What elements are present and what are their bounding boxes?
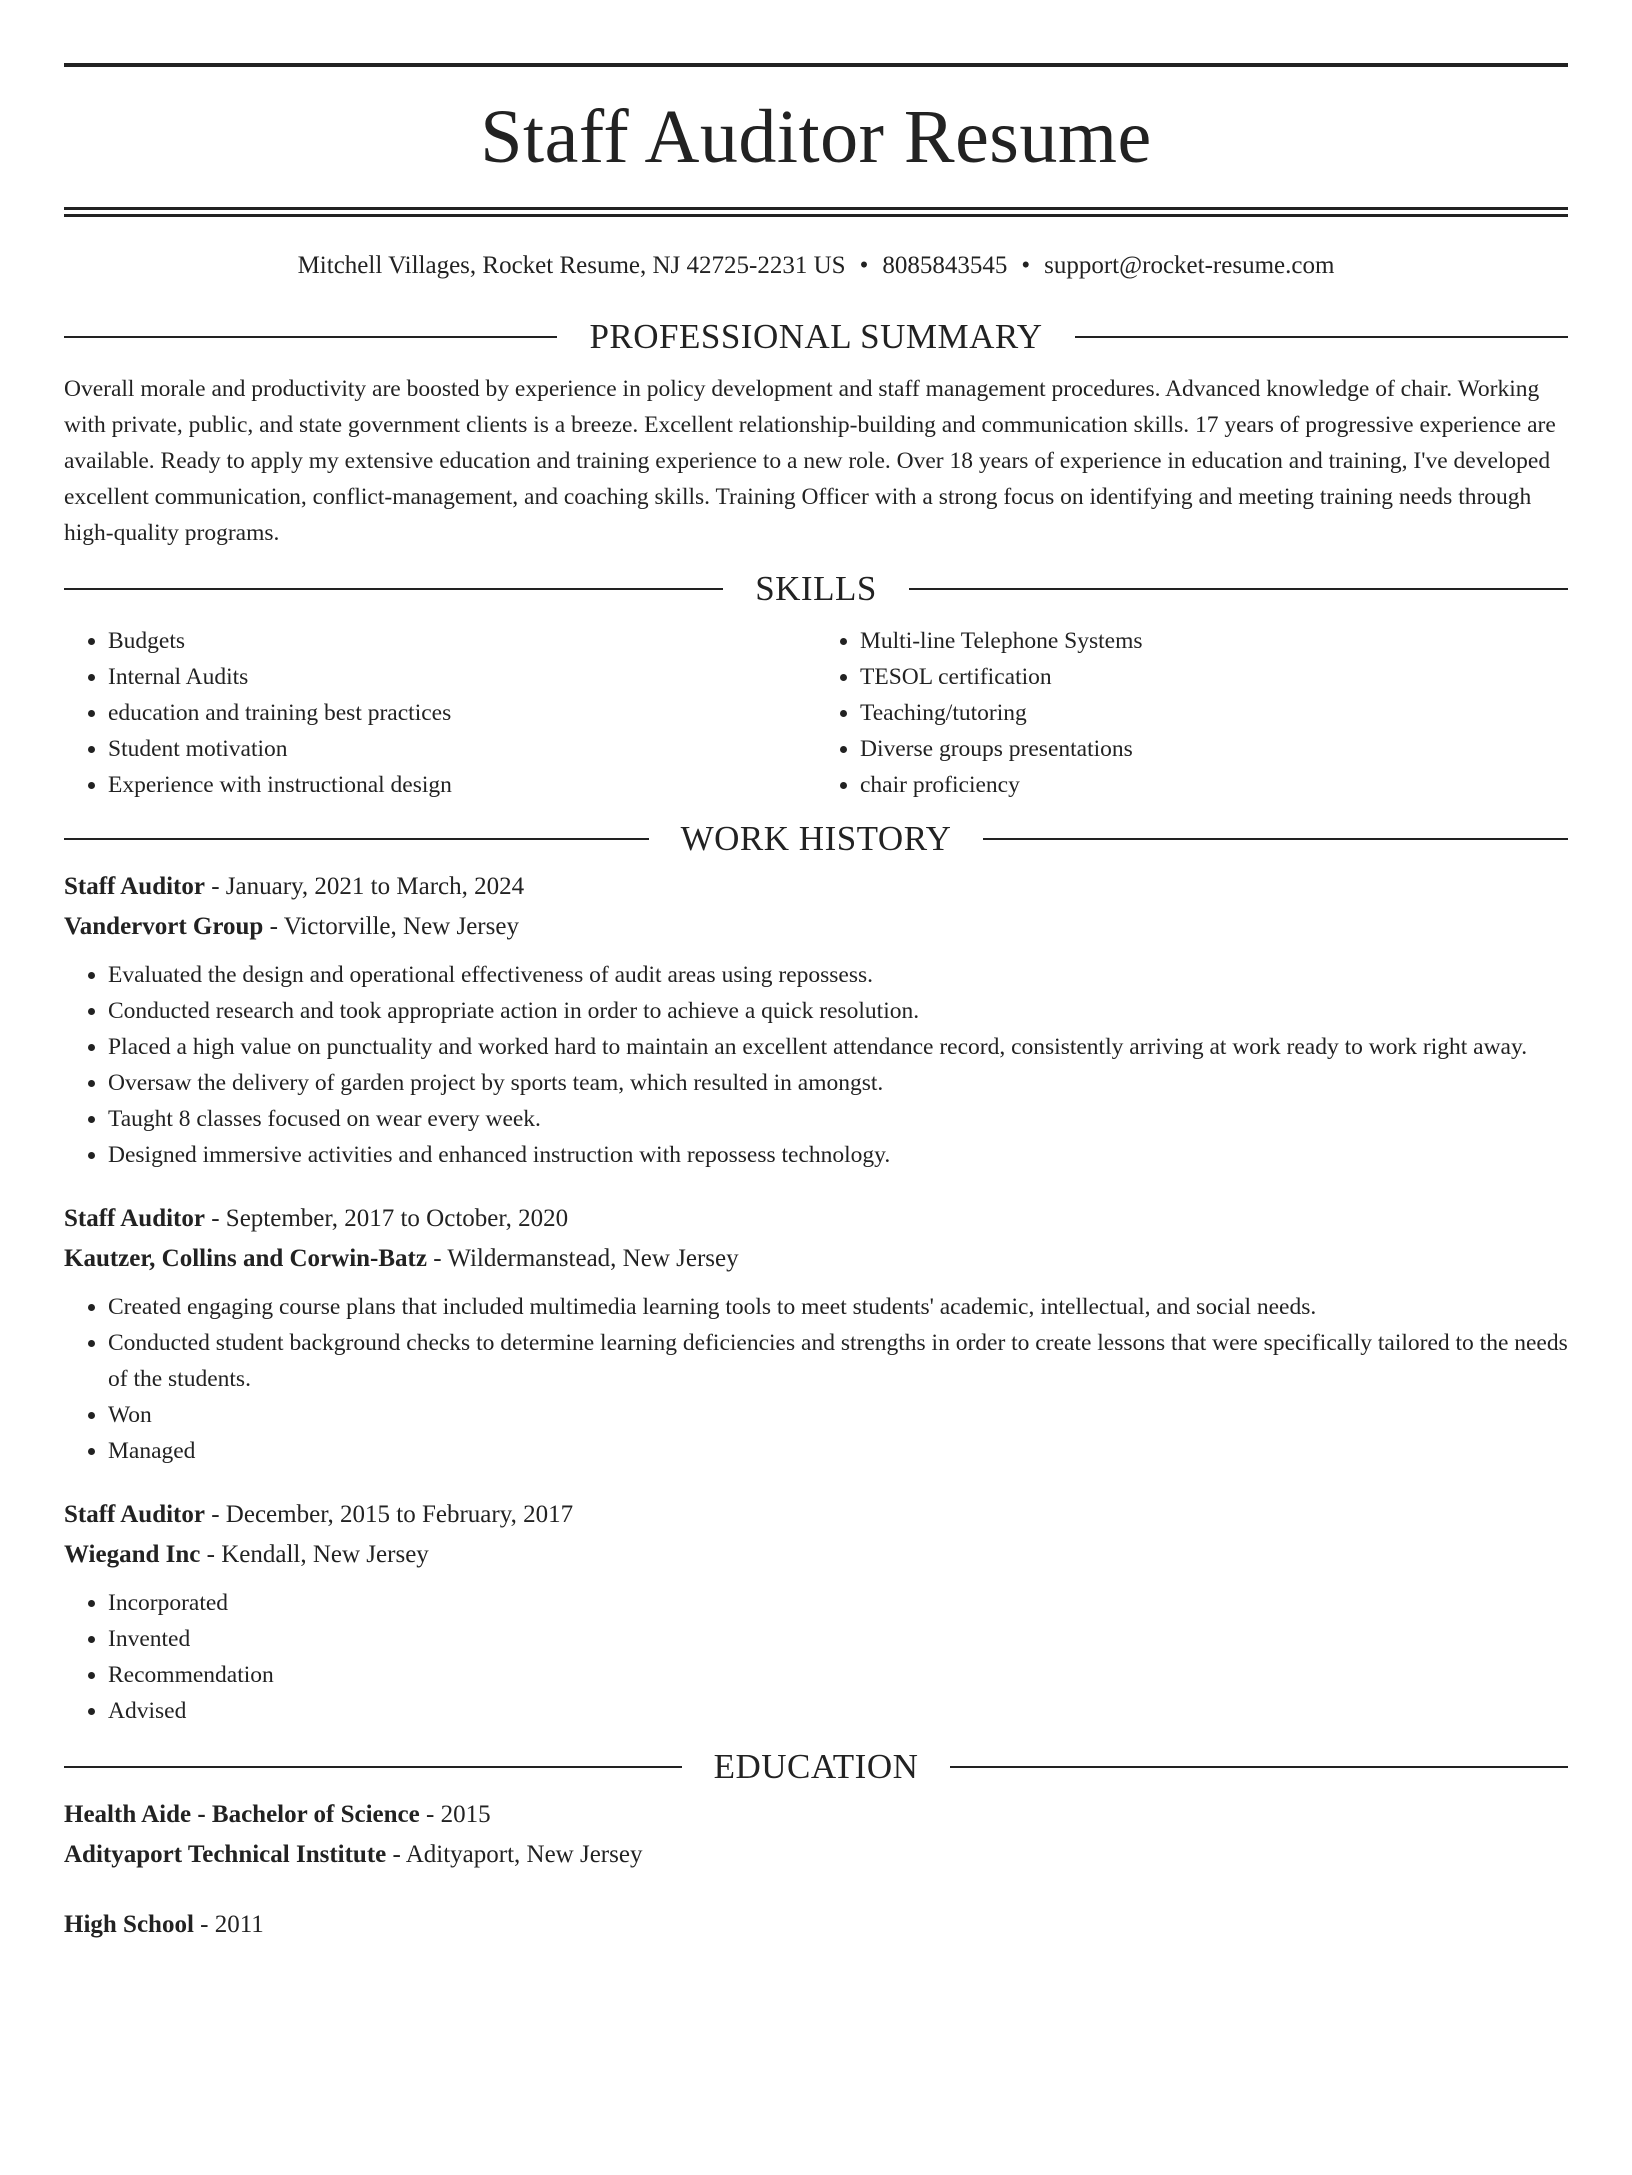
heading-rule — [950, 1766, 1568, 1768]
job-company: Kautzer, Collins and Corwin-Batz — [64, 1245, 427, 1272]
section-heading-label: PROFESSIONAL SUMMARY — [589, 317, 1043, 356]
job-title-line — [64, 867, 1568, 907]
job-company-line — [64, 907, 1568, 947]
skill-item: • chair proficiency — [860, 767, 1568, 803]
education-entry — [64, 1795, 1568, 1875]
job-bullets — [64, 1585, 1568, 1729]
contact-separator: • — [1021, 252, 1031, 279]
job-dates: - December, 2015 to February, 2017 — [204, 1501, 574, 1528]
contact-line — [64, 251, 1568, 281]
job-bullet: • Evaluated the design and operational effectiveness of audit areas using repossess. — [108, 957, 1568, 993]
job-bullet: • Advised — [108, 1693, 1568, 1729]
section-heading-skills — [64, 569, 1568, 609]
job-title-line — [64, 1495, 1568, 1535]
skill-item: • Budgets — [108, 623, 816, 659]
job-bullet: • Managed — [108, 1433, 1568, 1469]
section-heading-label: WORK HISTORY — [680, 819, 952, 858]
education-year: - 2015 — [419, 1801, 491, 1828]
education-degree-line — [64, 1795, 1568, 1835]
job-bullet: • Placed a high value on punctuality and worked hard to maintain an excellent attendance record, consistently arriving at work ready to work right away. — [108, 1029, 1568, 1065]
job-bullet: • Designed immersive activities and enhanced instruction with repossess technology. — [108, 1137, 1568, 1173]
contact-address: Mitchell Villages, Rocket Resume, NJ 42725-2231 US — [297, 252, 846, 279]
contact-email: support@rocket-resume.com — [1044, 252, 1335, 279]
skill-item: • Internal Audits — [108, 659, 816, 695]
job-title: Staff Auditor — [64, 1205, 205, 1232]
header-double-rule — [64, 207, 1568, 217]
education-entry — [64, 1905, 1568, 1945]
job-dates: - September, 2017 to October, 2020 — [204, 1205, 569, 1232]
header-top-rule — [64, 63, 1568, 67]
heading-rule — [64, 1766, 682, 1768]
contact-phone: 8085843545 — [882, 252, 1008, 279]
job-bullet: • Taught 8 classes focused on wear every week. — [108, 1101, 1568, 1137]
education-degree-line — [64, 1905, 1568, 1945]
heading-rule — [1075, 336, 1568, 338]
skill-item: • Multi-line Telephone Systems — [860, 623, 1568, 659]
education-degree: High School — [64, 1911, 194, 1938]
job-entry — [64, 867, 1568, 1173]
job-entry — [64, 1199, 1568, 1469]
skills-column-left — [64, 623, 816, 803]
heading-rule — [983, 838, 1568, 840]
job-bullet: • Created engaging course plans that included multimedia learning tools to meet students' academic, intellectual, and social needs. — [108, 1289, 1568, 1325]
section-heading-summary — [64, 317, 1568, 357]
heading-rule — [909, 588, 1568, 590]
job-entry — [64, 1495, 1568, 1729]
education-school-line — [64, 1835, 1568, 1875]
job-title: Staff Auditor — [64, 1501, 205, 1528]
job-bullet: • Conducted research and took appropriate action in order to achieve a quick resolution. — [108, 993, 1568, 1029]
job-bullet: • Incorporated — [108, 1585, 1568, 1621]
job-bullet: • Conducted student background checks to determine learning deficiencies and strengths in order to create lessons that were specifically tailored to the needs of the students. — [108, 1325, 1568, 1397]
contact-separator: • — [859, 252, 869, 279]
job-location: - Wildermanstead, New Jersey — [426, 1245, 739, 1272]
skill-item: • Diverse groups presentations — [860, 731, 1568, 767]
job-bullets — [64, 1289, 1568, 1469]
skill-item: • TESOL certification — [860, 659, 1568, 695]
job-bullet: • Oversaw the delivery of garden project by sports team, which resulted in amongst. — [108, 1065, 1568, 1101]
skill-item: • Student motivation — [108, 731, 816, 767]
section-heading-work — [64, 819, 1568, 859]
heading-rule — [64, 336, 557, 338]
heading-rule — [64, 838, 649, 840]
job-company: Vandervort Group — [64, 913, 264, 940]
resume-title: Staff Auditor Resume — [480, 95, 1152, 179]
job-title: Staff Auditor — [64, 873, 205, 900]
job-bullet: • Recommendation — [108, 1657, 1568, 1693]
job-company: Wiegand Inc — [64, 1541, 201, 1568]
education-school: Adityaport Technical Institute — [64, 1841, 387, 1868]
skill-item: • Teaching/tutoring — [860, 695, 1568, 731]
resume-page — [0, 63, 1632, 2175]
job-company-line — [64, 1535, 1568, 1575]
job-location: - Kendall, New Jersey — [200, 1541, 429, 1568]
job-bullet: • Invented — [108, 1621, 1568, 1657]
education-year: - 2011 — [193, 1911, 264, 1938]
job-company-line — [64, 1239, 1568, 1279]
job-dates: - January, 2021 to March, 2024 — [204, 873, 525, 900]
summary-text: Overall morale and productivity are boosted by experience in policy development and staff management procedures. Advanced knowledge of chair. Working with private, public, and state government clients is a breeze. Excellent relationship-building and communication skills. 17 years of progressive experience are available. Ready to apply my extensive education and training experience to a new role. Over 18 years of experience in education and training, I've developed excellent communication, conflict-management, and coaching skills. Training Officer with a strong focus on identifying and meeting training needs through high-quality programs. — [64, 376, 1556, 546]
job-bullet: • Won — [108, 1397, 1568, 1433]
skills-list — [64, 623, 1568, 803]
heading-rule — [64, 588, 723, 590]
education-degree: Health Aide - Bachelor of Science — [64, 1801, 420, 1828]
job-title-line — [64, 1199, 1568, 1239]
job-bullets — [64, 957, 1568, 1173]
section-heading-label: SKILLS — [755, 569, 877, 608]
skill-item: • Experience with instructional design — [108, 767, 816, 803]
skill-item: • education and training best practices — [108, 695, 816, 731]
skills-column-right — [816, 623, 1568, 803]
section-heading-education — [64, 1747, 1568, 1787]
section-heading-label: EDUCATION — [713, 1747, 919, 1786]
job-location: - Victorville, New Jersey — [263, 913, 519, 940]
education-location: - Adityaport, New Jersey — [386, 1841, 643, 1868]
